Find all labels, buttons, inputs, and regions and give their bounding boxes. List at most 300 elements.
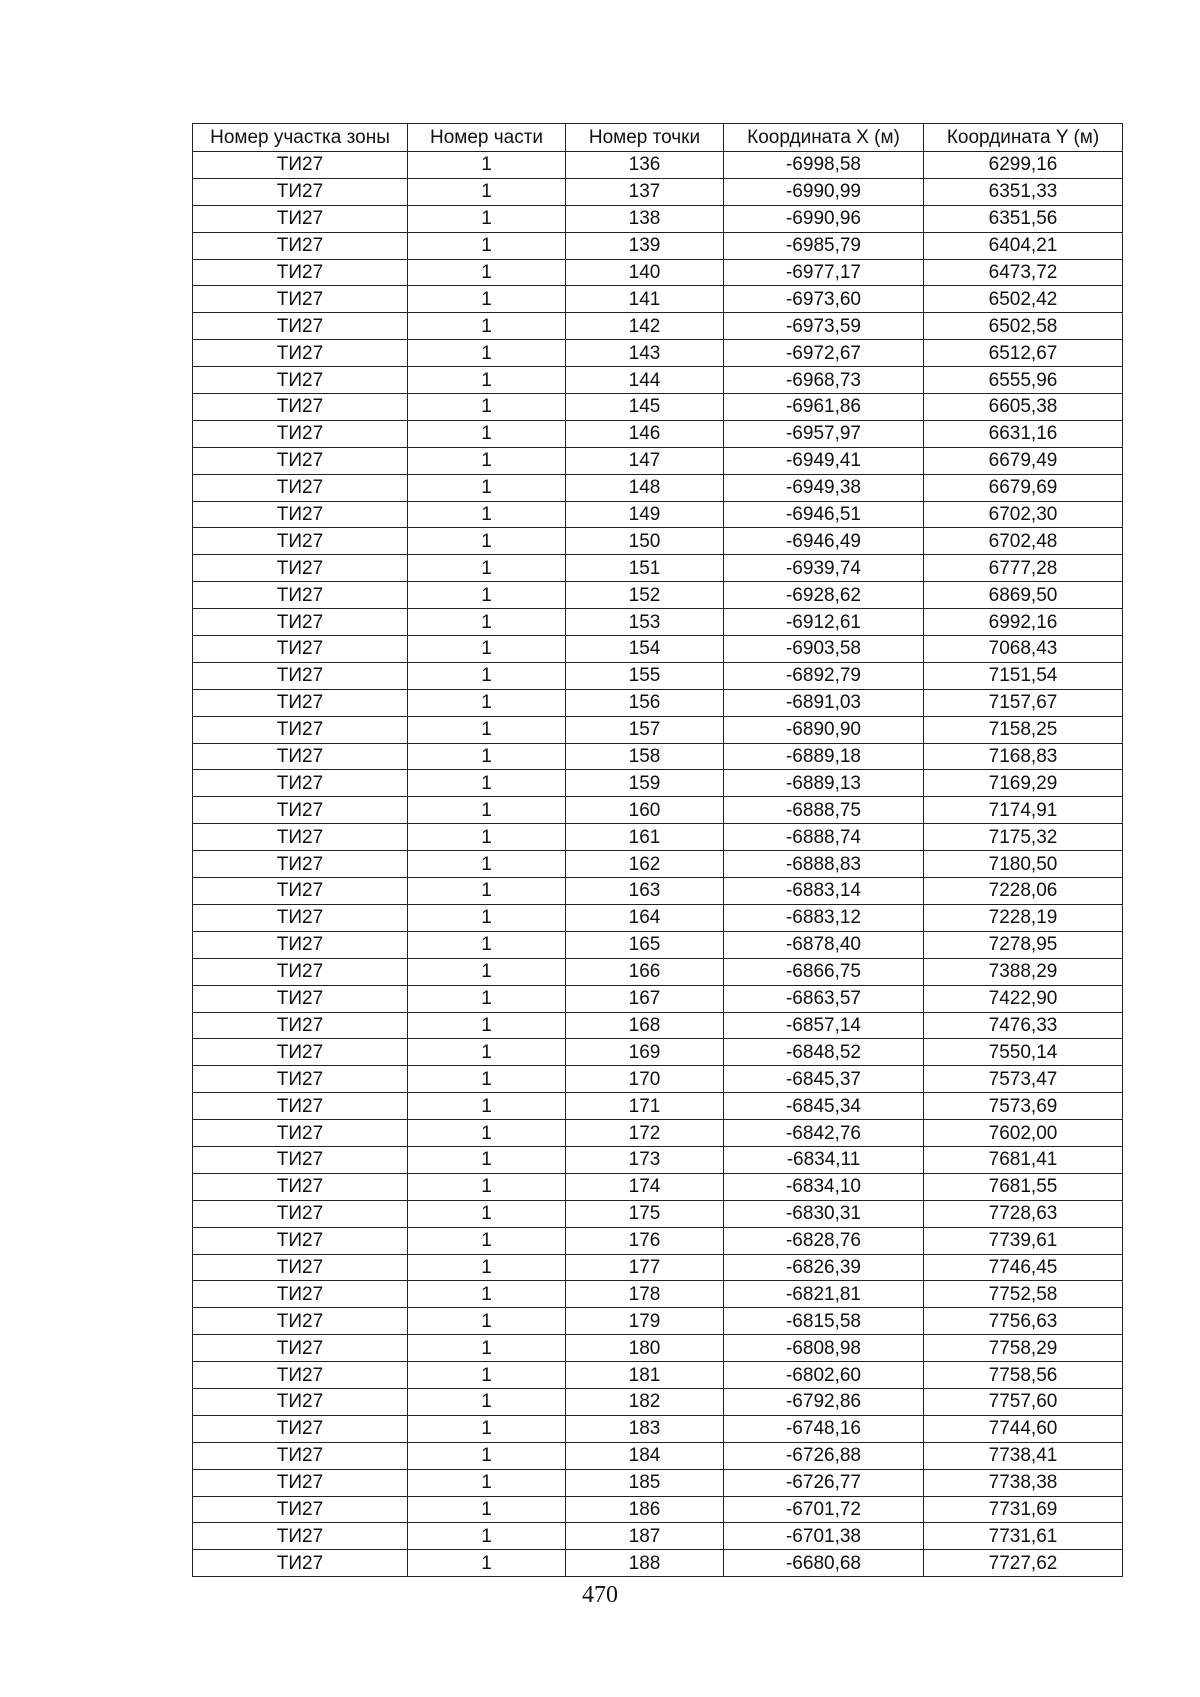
part-number-cell: 1 xyxy=(408,474,566,501)
point-number-cell: 147 xyxy=(566,447,724,474)
zone-section-cell: ТИ27 xyxy=(193,1227,408,1254)
coordinate-x-cell: -6821,81 xyxy=(724,1281,924,1308)
part-number-cell: 1 xyxy=(408,1442,566,1469)
table-row xyxy=(193,1362,1123,1389)
part-number-cell: 1 xyxy=(408,1550,566,1577)
coordinate-x-cell: -6968,73 xyxy=(724,367,924,394)
part-number-cell: 1 xyxy=(408,1227,566,1254)
zone-section-cell: ТИ27 xyxy=(193,232,408,259)
part-number-cell: 1 xyxy=(408,340,566,367)
coordinate-x-cell: -6990,99 xyxy=(724,178,924,205)
coordinate-x-cell: -6888,74 xyxy=(724,824,924,851)
zone-section-cell: ТИ27 xyxy=(193,716,408,743)
coordinate-y-cell: 7731,69 xyxy=(924,1496,1123,1523)
part-number-cell: 1 xyxy=(408,931,566,958)
point-number-cell: 169 xyxy=(566,1039,724,1066)
coordinate-y-cell: 7756,63 xyxy=(924,1308,1123,1335)
point-number-cell: 172 xyxy=(566,1120,724,1147)
point-number-cell: 146 xyxy=(566,420,724,447)
coordinate-x-cell: -6946,49 xyxy=(724,528,924,555)
zone-section-cell: ТИ27 xyxy=(193,1388,408,1415)
coordinate-x-cell: -6889,13 xyxy=(724,770,924,797)
point-number-cell: 184 xyxy=(566,1442,724,1469)
point-number-cell: 136 xyxy=(566,152,724,179)
point-number-cell: 160 xyxy=(566,797,724,824)
table-row xyxy=(193,474,1123,501)
part-number-cell: 1 xyxy=(408,205,566,232)
point-number-cell: 164 xyxy=(566,904,724,931)
coordinate-y-cell: 7752,58 xyxy=(924,1281,1123,1308)
coordinate-x-cell: -6883,14 xyxy=(724,878,924,905)
coordinate-x-cell: -6748,16 xyxy=(724,1415,924,1442)
coordinate-y-cell: 7728,63 xyxy=(924,1200,1123,1227)
table-row xyxy=(193,232,1123,259)
zone-section-cell: ТИ27 xyxy=(193,1362,408,1389)
coordinate-x-cell: -6726,77 xyxy=(724,1469,924,1496)
coordinate-y-cell: 7422,90 xyxy=(924,985,1123,1012)
zone-section-cell: ТИ27 xyxy=(193,1012,408,1039)
coordinate-y-cell: 6555,96 xyxy=(924,367,1123,394)
coordinate-y-cell: 6351,56 xyxy=(924,205,1123,232)
coordinate-x-cell: -6830,31 xyxy=(724,1200,924,1227)
zone-section-cell: ТИ27 xyxy=(193,1066,408,1093)
coordinate-y-cell: 7731,61 xyxy=(924,1523,1123,1550)
coordinate-x-cell: -6701,38 xyxy=(724,1523,924,1550)
point-number-cell: 139 xyxy=(566,232,724,259)
point-number-cell: 171 xyxy=(566,1093,724,1120)
zone-section-cell: ТИ27 xyxy=(193,152,408,179)
coordinate-x-cell: -6891,03 xyxy=(724,689,924,716)
coordinate-y-cell: 7738,41 xyxy=(924,1442,1123,1469)
coordinate-y-cell: 6502,58 xyxy=(924,313,1123,340)
table-row xyxy=(193,1200,1123,1227)
point-number-cell: 153 xyxy=(566,609,724,636)
point-number-cell: 186 xyxy=(566,1496,724,1523)
coordinate-y-cell: 6679,49 xyxy=(924,447,1123,474)
part-number-cell: 1 xyxy=(408,851,566,878)
zone-section-cell: ТИ27 xyxy=(193,1308,408,1335)
table-row xyxy=(193,152,1123,179)
coordinate-y-cell: 7727,62 xyxy=(924,1550,1123,1577)
coordinate-x-cell: -6845,37 xyxy=(724,1066,924,1093)
point-number-cell: 137 xyxy=(566,178,724,205)
coordinate-x-cell: -6680,68 xyxy=(724,1550,924,1577)
part-number-cell: 1 xyxy=(408,1415,566,1442)
zone-section-cell: ТИ27 xyxy=(193,1281,408,1308)
coordinate-x-cell: -6888,83 xyxy=(724,851,924,878)
table-row xyxy=(193,1550,1123,1577)
part-number-cell: 1 xyxy=(408,501,566,528)
header-coordinate-x: Координата X (м) xyxy=(724,124,924,152)
table-row xyxy=(193,1308,1123,1335)
table-row xyxy=(193,501,1123,528)
coordinate-x-cell: -6998,58 xyxy=(724,152,924,179)
coordinate-x-cell: -6903,58 xyxy=(724,636,924,663)
table-row xyxy=(193,1523,1123,1550)
header-point-number: Номер точки xyxy=(566,124,724,152)
table-row xyxy=(193,716,1123,743)
coordinate-x-cell: -6802,60 xyxy=(724,1362,924,1389)
zone-section-cell: ТИ27 xyxy=(193,1146,408,1173)
part-number-cell: 1 xyxy=(408,1523,566,1550)
part-number-cell: 1 xyxy=(408,1120,566,1147)
point-number-cell: 188 xyxy=(566,1550,724,1577)
zone-section-cell: ТИ27 xyxy=(193,367,408,394)
part-number-cell: 1 xyxy=(408,1066,566,1093)
coordinates-table xyxy=(192,123,1123,1577)
part-number-cell: 1 xyxy=(408,555,566,582)
part-number-cell: 1 xyxy=(408,1496,566,1523)
zone-section-cell: ТИ27 xyxy=(193,286,408,313)
point-number-cell: 141 xyxy=(566,286,724,313)
coordinate-y-cell: 7388,29 xyxy=(924,958,1123,985)
zone-section-cell: ТИ27 xyxy=(193,1039,408,1066)
coordinate-y-cell: 7168,83 xyxy=(924,743,1123,770)
table-row xyxy=(193,528,1123,555)
coordinate-y-cell: 6679,69 xyxy=(924,474,1123,501)
table-row xyxy=(193,931,1123,958)
coordinate-y-cell: 6299,16 xyxy=(924,152,1123,179)
zone-section-cell: ТИ27 xyxy=(193,205,408,232)
coordinate-y-cell: 7174,91 xyxy=(924,797,1123,824)
part-number-cell: 1 xyxy=(408,770,566,797)
coordinate-y-cell: 7169,29 xyxy=(924,770,1123,797)
table-row xyxy=(193,1066,1123,1093)
table-row xyxy=(193,1146,1123,1173)
coordinate-y-cell: 7180,50 xyxy=(924,851,1123,878)
coordinate-x-cell: -6866,75 xyxy=(724,958,924,985)
point-number-cell: 154 xyxy=(566,636,724,663)
zone-section-cell: ТИ27 xyxy=(193,340,408,367)
table-row xyxy=(193,340,1123,367)
table-row xyxy=(193,636,1123,663)
zone-section-cell: ТИ27 xyxy=(193,824,408,851)
coordinate-x-cell: -6845,34 xyxy=(724,1093,924,1120)
coordinate-y-cell: 7573,47 xyxy=(924,1066,1123,1093)
point-number-cell: 182 xyxy=(566,1388,724,1415)
part-number-cell: 1 xyxy=(408,1362,566,1389)
point-number-cell: 156 xyxy=(566,689,724,716)
part-number-cell: 1 xyxy=(408,636,566,663)
header-row xyxy=(193,124,1123,152)
table-row xyxy=(193,958,1123,985)
coordinate-y-cell: 6605,38 xyxy=(924,394,1123,421)
table-row xyxy=(193,1496,1123,1523)
coordinate-y-cell: 7738,38 xyxy=(924,1469,1123,1496)
table-row xyxy=(193,420,1123,447)
header-part-number: Номер части xyxy=(408,124,566,152)
coordinate-x-cell: -6842,76 xyxy=(724,1120,924,1147)
part-number-cell: 1 xyxy=(408,367,566,394)
part-number-cell: 1 xyxy=(408,904,566,931)
part-number-cell: 1 xyxy=(408,394,566,421)
zone-section-cell: ТИ27 xyxy=(193,394,408,421)
zone-section-cell: ТИ27 xyxy=(193,878,408,905)
part-number-cell: 1 xyxy=(408,1012,566,1039)
coordinate-y-cell: 7175,32 xyxy=(924,824,1123,851)
coordinate-x-cell: -6889,18 xyxy=(724,743,924,770)
zone-section-cell: ТИ27 xyxy=(193,1254,408,1281)
zone-section-cell: ТИ27 xyxy=(193,474,408,501)
point-number-cell: 175 xyxy=(566,1200,724,1227)
zone-section-cell: ТИ27 xyxy=(193,1550,408,1577)
zone-section-cell: ТИ27 xyxy=(193,1200,408,1227)
coordinate-x-cell: -6848,52 xyxy=(724,1039,924,1066)
coordinate-x-cell: -6808,98 xyxy=(724,1335,924,1362)
part-number-cell: 1 xyxy=(408,1093,566,1120)
part-number-cell: 1 xyxy=(408,662,566,689)
coordinate-x-cell: -6957,97 xyxy=(724,420,924,447)
coordinate-x-cell: -6863,57 xyxy=(724,985,924,1012)
part-number-cell: 1 xyxy=(408,286,566,313)
point-number-cell: 177 xyxy=(566,1254,724,1281)
point-number-cell: 157 xyxy=(566,716,724,743)
part-number-cell: 1 xyxy=(408,1173,566,1200)
table-row xyxy=(193,394,1123,421)
point-number-cell: 163 xyxy=(566,878,724,905)
coordinate-x-cell: -6826,39 xyxy=(724,1254,924,1281)
part-number-cell: 1 xyxy=(408,878,566,905)
zone-section-cell: ТИ27 xyxy=(193,689,408,716)
table-row xyxy=(193,609,1123,636)
zone-section-cell: ТИ27 xyxy=(193,904,408,931)
point-number-cell: 168 xyxy=(566,1012,724,1039)
table-row xyxy=(193,1012,1123,1039)
coordinate-x-cell: -6973,60 xyxy=(724,286,924,313)
zone-section-cell: ТИ27 xyxy=(193,501,408,528)
coordinate-y-cell: 6351,33 xyxy=(924,178,1123,205)
table-row xyxy=(193,1469,1123,1496)
table-row xyxy=(193,770,1123,797)
coordinate-y-cell: 7681,41 xyxy=(924,1146,1123,1173)
coordinate-y-cell: 7758,29 xyxy=(924,1335,1123,1362)
zone-section-cell: ТИ27 xyxy=(193,420,408,447)
point-number-cell: 142 xyxy=(566,313,724,340)
zone-section-cell: ТИ27 xyxy=(193,178,408,205)
coordinate-y-cell: 6473,72 xyxy=(924,259,1123,286)
table-row xyxy=(193,555,1123,582)
table-row xyxy=(193,851,1123,878)
point-number-cell: 181 xyxy=(566,1362,724,1389)
header-zone-section-number: Номер участка зоны xyxy=(193,124,408,152)
zone-section-cell: ТИ27 xyxy=(193,958,408,985)
coordinate-x-cell: -6701,72 xyxy=(724,1496,924,1523)
point-number-cell: 145 xyxy=(566,394,724,421)
table-row xyxy=(193,447,1123,474)
point-number-cell: 140 xyxy=(566,259,724,286)
zone-section-cell: ТИ27 xyxy=(193,259,408,286)
zone-section-cell: ТИ27 xyxy=(193,770,408,797)
table-header xyxy=(193,124,1123,152)
coordinate-x-cell: -6792,86 xyxy=(724,1388,924,1415)
point-number-cell: 179 xyxy=(566,1308,724,1335)
coordinate-x-cell: -6857,14 xyxy=(724,1012,924,1039)
coordinate-x-cell: -6946,51 xyxy=(724,501,924,528)
part-number-cell: 1 xyxy=(408,1254,566,1281)
table-row xyxy=(193,743,1123,770)
point-number-cell: 180 xyxy=(566,1335,724,1362)
zone-section-cell: ТИ27 xyxy=(193,662,408,689)
part-number-cell: 1 xyxy=(408,152,566,179)
table-row xyxy=(193,1335,1123,1362)
part-number-cell: 1 xyxy=(408,716,566,743)
zone-section-cell: ТИ27 xyxy=(193,743,408,770)
page-number: 470 xyxy=(582,1582,618,1608)
zone-section-cell: ТИ27 xyxy=(193,1093,408,1120)
point-number-cell: 170 xyxy=(566,1066,724,1093)
point-number-cell: 161 xyxy=(566,824,724,851)
point-number-cell: 150 xyxy=(566,528,724,555)
coordinate-x-cell: -6949,41 xyxy=(724,447,924,474)
coordinate-x-cell: -6892,79 xyxy=(724,662,924,689)
coordinate-x-cell: -6878,40 xyxy=(724,931,924,958)
table-row xyxy=(193,1415,1123,1442)
point-number-cell: 151 xyxy=(566,555,724,582)
coordinate-y-cell: 7681,55 xyxy=(924,1173,1123,1200)
part-number-cell: 1 xyxy=(408,609,566,636)
table-row xyxy=(193,1442,1123,1469)
zone-section-cell: ТИ27 xyxy=(193,555,408,582)
coordinate-x-cell: -6726,88 xyxy=(724,1442,924,1469)
point-number-cell: 166 xyxy=(566,958,724,985)
zone-section-cell: ТИ27 xyxy=(193,1442,408,1469)
coordinate-y-cell: 7278,95 xyxy=(924,931,1123,958)
coordinate-x-cell: -6949,38 xyxy=(724,474,924,501)
coordinate-y-cell: 7151,54 xyxy=(924,662,1123,689)
table-row xyxy=(193,1227,1123,1254)
table-row xyxy=(193,313,1123,340)
table-row xyxy=(193,582,1123,609)
coordinate-y-cell: 7757,60 xyxy=(924,1388,1123,1415)
coordinate-x-cell: -6928,62 xyxy=(724,582,924,609)
coordinate-y-cell: 7476,33 xyxy=(924,1012,1123,1039)
point-number-cell: 183 xyxy=(566,1415,724,1442)
part-number-cell: 1 xyxy=(408,420,566,447)
zone-section-cell: ТИ27 xyxy=(193,528,408,555)
coordinate-y-cell: 6512,67 xyxy=(924,340,1123,367)
coordinate-y-cell: 6502,42 xyxy=(924,286,1123,313)
point-number-cell: 155 xyxy=(566,662,724,689)
point-number-cell: 185 xyxy=(566,1469,724,1496)
header-coordinate-y: Координата Y (м) xyxy=(924,124,1123,152)
coordinate-y-cell: 6404,21 xyxy=(924,232,1123,259)
zone-section-cell: ТИ27 xyxy=(193,447,408,474)
part-number-cell: 1 xyxy=(408,958,566,985)
coordinate-y-cell: 6992,16 xyxy=(924,609,1123,636)
zone-section-cell: ТИ27 xyxy=(193,851,408,878)
table-row xyxy=(193,1173,1123,1200)
part-number-cell: 1 xyxy=(408,1146,566,1173)
table-row xyxy=(193,689,1123,716)
point-number-cell: 158 xyxy=(566,743,724,770)
coordinate-x-cell: -6972,67 xyxy=(724,340,924,367)
zone-section-cell: ТИ27 xyxy=(193,636,408,663)
coordinate-y-cell: 7739,61 xyxy=(924,1227,1123,1254)
zone-section-cell: ТИ27 xyxy=(193,1335,408,1362)
coordinate-x-cell: -6985,79 xyxy=(724,232,924,259)
point-number-cell: 149 xyxy=(566,501,724,528)
coordinate-y-cell: 7573,69 xyxy=(924,1093,1123,1120)
coordinate-x-cell: -6815,58 xyxy=(724,1308,924,1335)
coordinate-x-cell: -6834,11 xyxy=(724,1146,924,1173)
point-number-cell: 159 xyxy=(566,770,724,797)
table-row xyxy=(193,367,1123,394)
coordinate-x-cell: -6883,12 xyxy=(724,904,924,931)
coordinate-x-cell: -6834,10 xyxy=(724,1173,924,1200)
zone-section-cell: ТИ27 xyxy=(193,1415,408,1442)
coordinate-y-cell: 7157,67 xyxy=(924,689,1123,716)
coordinate-y-cell: 7068,43 xyxy=(924,636,1123,663)
coordinate-x-cell: -6990,96 xyxy=(724,205,924,232)
table-row xyxy=(193,1120,1123,1147)
coordinate-y-cell: 7758,56 xyxy=(924,1362,1123,1389)
part-number-cell: 1 xyxy=(408,797,566,824)
zone-section-cell: ТИ27 xyxy=(193,1120,408,1147)
table-row xyxy=(193,662,1123,689)
coordinate-x-cell: -6977,17 xyxy=(724,259,924,286)
coordinate-x-cell: -6939,74 xyxy=(724,555,924,582)
point-number-cell: 178 xyxy=(566,1281,724,1308)
coordinate-y-cell: 7228,19 xyxy=(924,904,1123,931)
coordinate-y-cell: 6702,48 xyxy=(924,528,1123,555)
point-number-cell: 144 xyxy=(566,367,724,394)
zone-section-cell: ТИ27 xyxy=(193,1496,408,1523)
zone-section-cell: ТИ27 xyxy=(193,931,408,958)
part-number-cell: 1 xyxy=(408,1469,566,1496)
part-number-cell: 1 xyxy=(408,178,566,205)
zone-section-cell: ТИ27 xyxy=(193,609,408,636)
part-number-cell: 1 xyxy=(408,689,566,716)
table-body xyxy=(193,152,1123,1577)
coordinate-y-cell: 6631,16 xyxy=(924,420,1123,447)
table-row xyxy=(193,904,1123,931)
part-number-cell: 1 xyxy=(408,1039,566,1066)
table-row xyxy=(193,286,1123,313)
point-number-cell: 162 xyxy=(566,851,724,878)
part-number-cell: 1 xyxy=(408,1388,566,1415)
point-number-cell: 165 xyxy=(566,931,724,958)
point-number-cell: 143 xyxy=(566,340,724,367)
point-number-cell: 138 xyxy=(566,205,724,232)
table-row xyxy=(193,1093,1123,1120)
part-number-cell: 1 xyxy=(408,824,566,851)
coordinate-x-cell: -6888,75 xyxy=(724,797,924,824)
part-number-cell: 1 xyxy=(408,1308,566,1335)
table-row xyxy=(193,1281,1123,1308)
zone-section-cell: ТИ27 xyxy=(193,1173,408,1200)
table-row xyxy=(193,205,1123,232)
coordinate-y-cell: 7550,14 xyxy=(924,1039,1123,1066)
coordinate-x-cell: -6912,61 xyxy=(724,609,924,636)
table-row xyxy=(193,178,1123,205)
zone-section-cell: ТИ27 xyxy=(193,1469,408,1496)
table-row xyxy=(193,259,1123,286)
zone-section-cell: ТИ27 xyxy=(193,797,408,824)
part-number-cell: 1 xyxy=(408,528,566,555)
coordinate-y-cell: 7746,45 xyxy=(924,1254,1123,1281)
point-number-cell: 173 xyxy=(566,1146,724,1173)
point-number-cell: 167 xyxy=(566,985,724,1012)
coordinate-x-cell: -6973,59 xyxy=(724,313,924,340)
coordinate-y-cell: 6869,50 xyxy=(924,582,1123,609)
part-number-cell: 1 xyxy=(408,743,566,770)
coordinate-x-cell: -6961,86 xyxy=(724,394,924,421)
coordinate-y-cell: 7744,60 xyxy=(924,1415,1123,1442)
point-number-cell: 148 xyxy=(566,474,724,501)
coordinate-x-cell: -6828,76 xyxy=(724,1227,924,1254)
coordinate-y-cell: 7228,06 xyxy=(924,878,1123,905)
point-number-cell: 176 xyxy=(566,1227,724,1254)
